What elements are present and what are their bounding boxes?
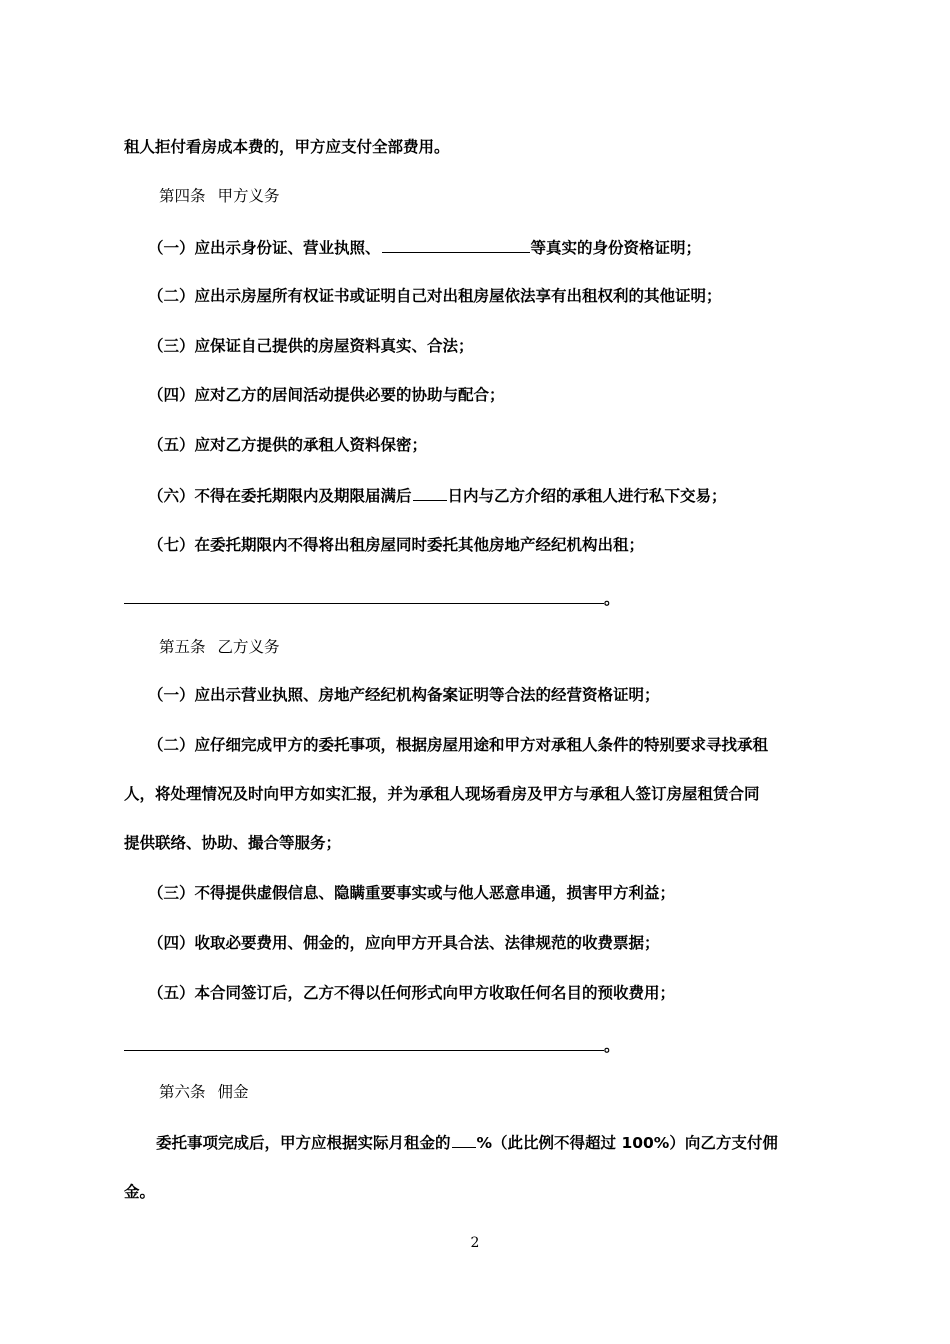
article-number: 第六条 <box>159 1083 206 1101</box>
clause-5-1 <box>148 684 858 706</box>
article-6-heading <box>159 1081 249 1103</box>
paragraph-line <box>124 136 834 158</box>
clause-4-7 <box>148 534 858 556</box>
clause-4-2 <box>148 285 858 307</box>
fill-in-blank[interactable] <box>413 484 447 501</box>
clause-4-4 <box>148 384 858 406</box>
text: （二）应出示房屋所有权证书或证明自己对出租房屋依法享有出租权利的其他证明； <box>148 287 722 305</box>
clause-5-5 <box>148 982 858 1004</box>
fill-in-blank[interactable] <box>124 1034 604 1051</box>
text: （七）在委托期限内不得将出租房屋同时委托其他房地产经纪机构出租； <box>148 536 645 554</box>
clause-5-2-line-2 <box>124 783 834 805</box>
text: （六）不得在委托期限内及期限届满后 <box>148 487 412 505</box>
clause-5-4 <box>148 932 858 954</box>
clause-4-1 <box>148 236 858 259</box>
fill-in-blank[interactable] <box>124 587 604 604</box>
text: （二）应仔细完成甲方的委托事项，根据房屋用途和甲方对承租人条件的特别要求寻找承租 <box>148 736 769 754</box>
clause-6-1-line-2 <box>124 1181 834 1203</box>
text: 提供联络、协助、撮合等服务； <box>124 834 342 852</box>
period: 。 <box>604 590 620 608</box>
text: 租人拒付看房成本费的，甲方应支付全部费用。 <box>124 138 450 156</box>
period: 。 <box>604 1037 620 1055</box>
clause-6-1-line-1 <box>156 1131 866 1154</box>
text: （四）应对乙方的居间活动提供必要的协助与配合； <box>148 386 505 404</box>
article-number: 第四条 <box>159 187 206 205</box>
article-5-heading <box>159 636 280 658</box>
page-number: 2 <box>470 1235 480 1251</box>
fill-in-blank[interactable] <box>452 1131 476 1148</box>
article-number: 第五条 <box>159 638 206 656</box>
text: 日内与乙方介绍的承租人进行私下交易； <box>447 487 727 505</box>
clause-5-2-line-3 <box>124 832 834 854</box>
text: 人，将处理情况及时向甲方如实汇报，并为承租人现场看房及甲方与承租人签订房屋租赁合同 <box>124 785 760 803</box>
text: （五）应对乙方提供的承租人资料保密； <box>148 436 428 454</box>
clause-5-2-line-1 <box>148 734 858 756</box>
fill-in-blank[interactable] <box>382 236 530 253</box>
article-title: 乙方义务 <box>217 638 280 656</box>
text: （一）应出示营业执照、房地产经纪机构备案证明等合法的经营资格证明； <box>148 686 660 704</box>
text: （一）应出示身份证、营业执照、 <box>148 239 381 257</box>
clause-4-5 <box>148 434 858 456</box>
article-title: 甲方义务 <box>217 187 280 205</box>
clause-4-3 <box>148 335 858 357</box>
text: （三）不得提供虚假信息、隐瞒重要事实或与他人恶意串通，损害甲方利益； <box>148 884 676 902</box>
text: 委托事项完成后，甲方应根据实际月租金的 <box>156 1134 451 1152</box>
text: 等真实的身份资格证明； <box>530 239 702 257</box>
text: 金。 <box>124 1183 156 1201</box>
clause-4-6 <box>148 484 858 507</box>
clause-4-8-blank-line <box>124 587 620 609</box>
text: （四）收取必要费用、佣金的，应向甲方开具合法、法律规范的收费票据； <box>148 934 660 952</box>
text: （五）本合同签订后，乙方不得以任何形式向甲方收取任何名目的预收费用； <box>148 984 676 1002</box>
article-title: 佣金 <box>217 1083 249 1101</box>
clause-5-6-blank-line <box>124 1034 620 1056</box>
text: %（此比例不得超过 100%）向乙方支付佣 <box>476 1134 778 1152</box>
article-4-heading <box>159 185 280 207</box>
text: （三）应保证自己提供的房屋资料真实、合法； <box>148 337 474 355</box>
clause-5-3 <box>148 882 858 904</box>
